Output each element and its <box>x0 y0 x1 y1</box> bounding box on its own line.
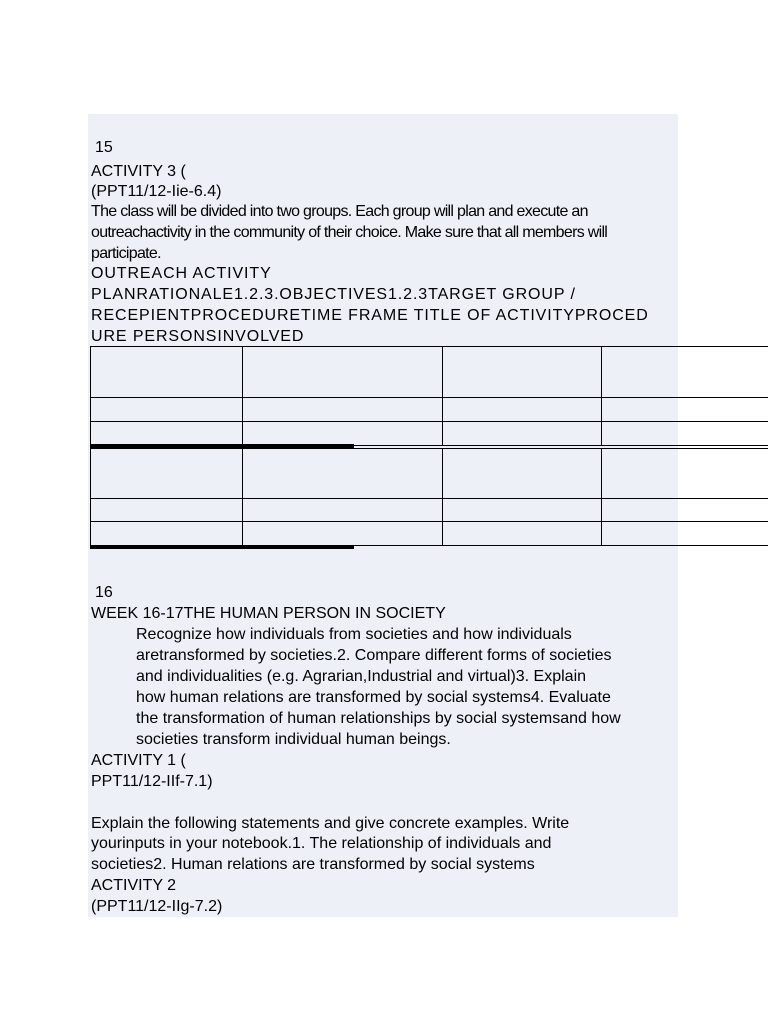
table-cell <box>443 522 602 546</box>
objectives-line-4: how human relations are transformed by social systems4. Evaluate <box>136 689 611 706</box>
activity-2-code: (PPT11/12-IIg-7.2) <box>91 898 223 915</box>
objectives-line-1: Recognize how individuals from societies and how individuals <box>136 626 572 643</box>
table-cell <box>443 347 602 398</box>
page-number-16: 16 <box>95 584 113 601</box>
outreach-heading-line-3: RECEPIENTPROCEDURETIME FRAME TITLE OF ACTIVITYPROCED <box>91 307 649 324</box>
table-cell <box>602 422 768 446</box>
table-cell <box>91 522 243 546</box>
table-cell <box>443 422 602 446</box>
objectives-line-5: the transformation of human relationships by social systemsand how <box>136 710 621 727</box>
activity-1-instruction-line-3: societies2. Human relations are transformed by social systems <box>91 856 535 873</box>
table-cell <box>243 347 443 398</box>
week-heading: WEEK 16-17THE HUMAN PERSON IN SOCIETY <box>91 605 446 622</box>
table-cell <box>602 347 768 398</box>
table-cell <box>243 422 443 446</box>
outreach-heading-line-4: URE PERSONSINVOLVED <box>91 328 305 345</box>
table-cell <box>243 449 443 499</box>
outreach-table-2 <box>90 448 768 546</box>
table-cell <box>602 449 768 499</box>
activity-3-code: (PPT11/12-Iie-6.4) <box>91 183 222 200</box>
table-cell <box>443 449 602 499</box>
objectives-line-2: aretransformed by societies.2. Compare different forms of societies <box>136 647 612 664</box>
table-cell <box>91 449 243 499</box>
activity-1-title: ACTIVITY 1 ( <box>91 752 186 769</box>
outreach-heading-line-2: PLANRATIONALE1.2.3.OBJECTIVES1.2.3TARGET GROUP / <box>91 286 576 303</box>
table-cell <box>443 398 602 422</box>
table-cell <box>443 499 602 522</box>
activity-1-instruction-line-2: yourinputs in your notebook.1. The relationship of individuals and <box>91 835 552 852</box>
table-cell <box>91 499 243 522</box>
table-cell <box>243 522 443 546</box>
activity-1-instruction-line-1: Explain the following statements and give concrete examples. Write <box>91 815 570 832</box>
table-2-bottom-rule <box>90 545 354 549</box>
table-cell <box>602 398 768 422</box>
table-cell <box>91 422 243 446</box>
objectives-line-3: and individualities (e.g. Agrarian,Industrial and virtual)3. Explain <box>136 668 587 685</box>
table-cell <box>602 499 768 522</box>
outreach-table-1 <box>90 346 768 446</box>
outreach-heading-line-1: OUTREACH ACTIVITY <box>91 265 272 282</box>
activity-2-title: ACTIVITY 2 <box>91 877 177 894</box>
activity-3-title: ACTIVITY 3 ( <box>91 163 186 180</box>
table-cell <box>602 522 768 546</box>
objectives-line-6: societies transform individual human beings. <box>136 731 451 748</box>
table-cell <box>243 499 443 522</box>
table-cell <box>91 398 243 422</box>
activity-1-code: PPT11/12-IIf-7.1) <box>91 773 213 790</box>
activity-3-instructions: The class will be divided into two groups. Each group will plan and execute an outreachactivity in the community of their choice. Make sure that all members will participate. <box>91 203 608 262</box>
table-cell <box>243 398 443 422</box>
table-cell <box>91 347 243 398</box>
page-number-15: 15 <box>95 139 113 156</box>
